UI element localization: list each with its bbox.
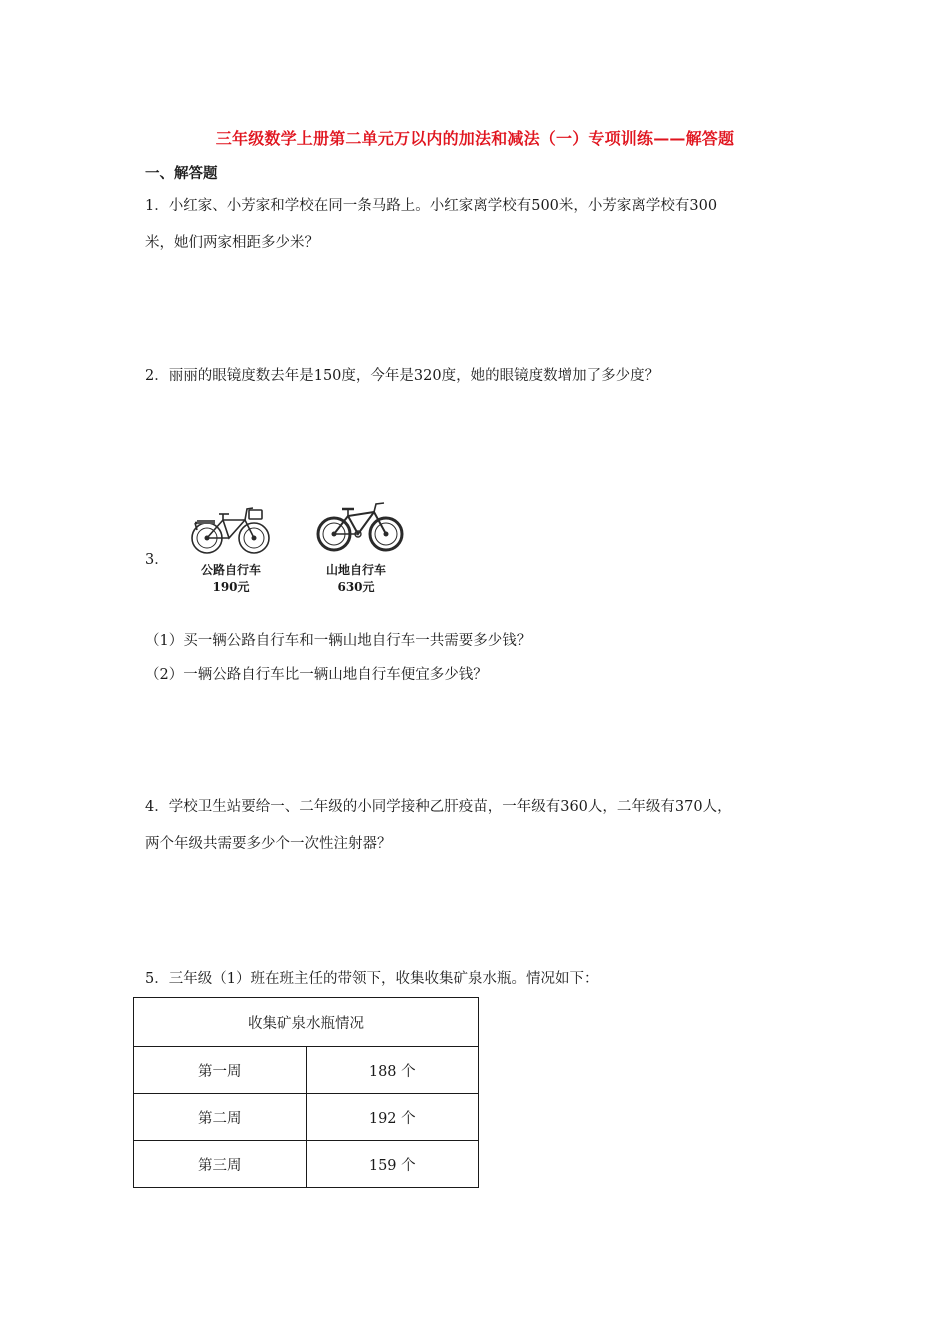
week-cell: 第一周 [134, 1047, 307, 1094]
question-3-number: 3． [145, 552, 169, 568]
bottle-collection-table [133, 997, 479, 1188]
question-2: 2．丽丽的眼镜度数去年是150度，今年是320度，她的眼镜度数增加了多少度？ [145, 368, 660, 384]
count-cell: 188 个 [306, 1047, 479, 1094]
question-5: 5．三年级（1）班在班主任的带领下，收集收集矿泉水瓶。情况如下： [145, 971, 599, 987]
table-row [134, 1094, 479, 1141]
question-3-sub-1: （1）买一辆公路自行车和一辆山地自行车一共需要多少钱？ [145, 633, 532, 649]
mountain-bike-price: 630元 [337, 580, 375, 594]
mountain-bike-figure [308, 500, 404, 596]
mountain-bike-label: 山地自行车 [325, 563, 386, 577]
road-bike-figure [183, 500, 279, 596]
question-1-line-2: 米，她们两家相距多少米？ [145, 235, 319, 251]
question-3-sub-2: （2）一辆公路自行车比一辆山地自行车便宜多少钱？ [145, 667, 488, 683]
question-1-line-1: 1．小红家、小芳家和学校在同一条马路上。小红家离学校有500米，小芳家离学校有300 [145, 198, 718, 214]
question-4-line-1: 4．学校卫生站要给一、二年级的小同学接种乙肝疫苗，一年级有360人，二年级有370人， [145, 799, 732, 815]
mountain-bike-icon [308, 500, 404, 558]
table-header: 收集矿泉水瓶情况 [134, 998, 479, 1047]
count-cell: 159 个 [306, 1141, 479, 1188]
road-bike-price: 190元 [212, 580, 250, 594]
table-row [134, 1047, 479, 1094]
section-heading: 一、解答题 [145, 166, 218, 182]
road-bike-label: 公路自行车 [200, 563, 261, 577]
road-bike-icon [183, 500, 279, 558]
week-cell: 第二周 [134, 1094, 307, 1141]
table-row [134, 1141, 479, 1188]
page-title: 三年级数学上册第二单元万以内的加法和减法（一）专项训练——解答题 [215, 129, 735, 148]
count-cell: 192 个 [306, 1094, 479, 1141]
question-4-line-2: 两个年级共需要多少个一次性注射器？ [145, 836, 392, 852]
week-cell: 第三周 [134, 1141, 307, 1188]
